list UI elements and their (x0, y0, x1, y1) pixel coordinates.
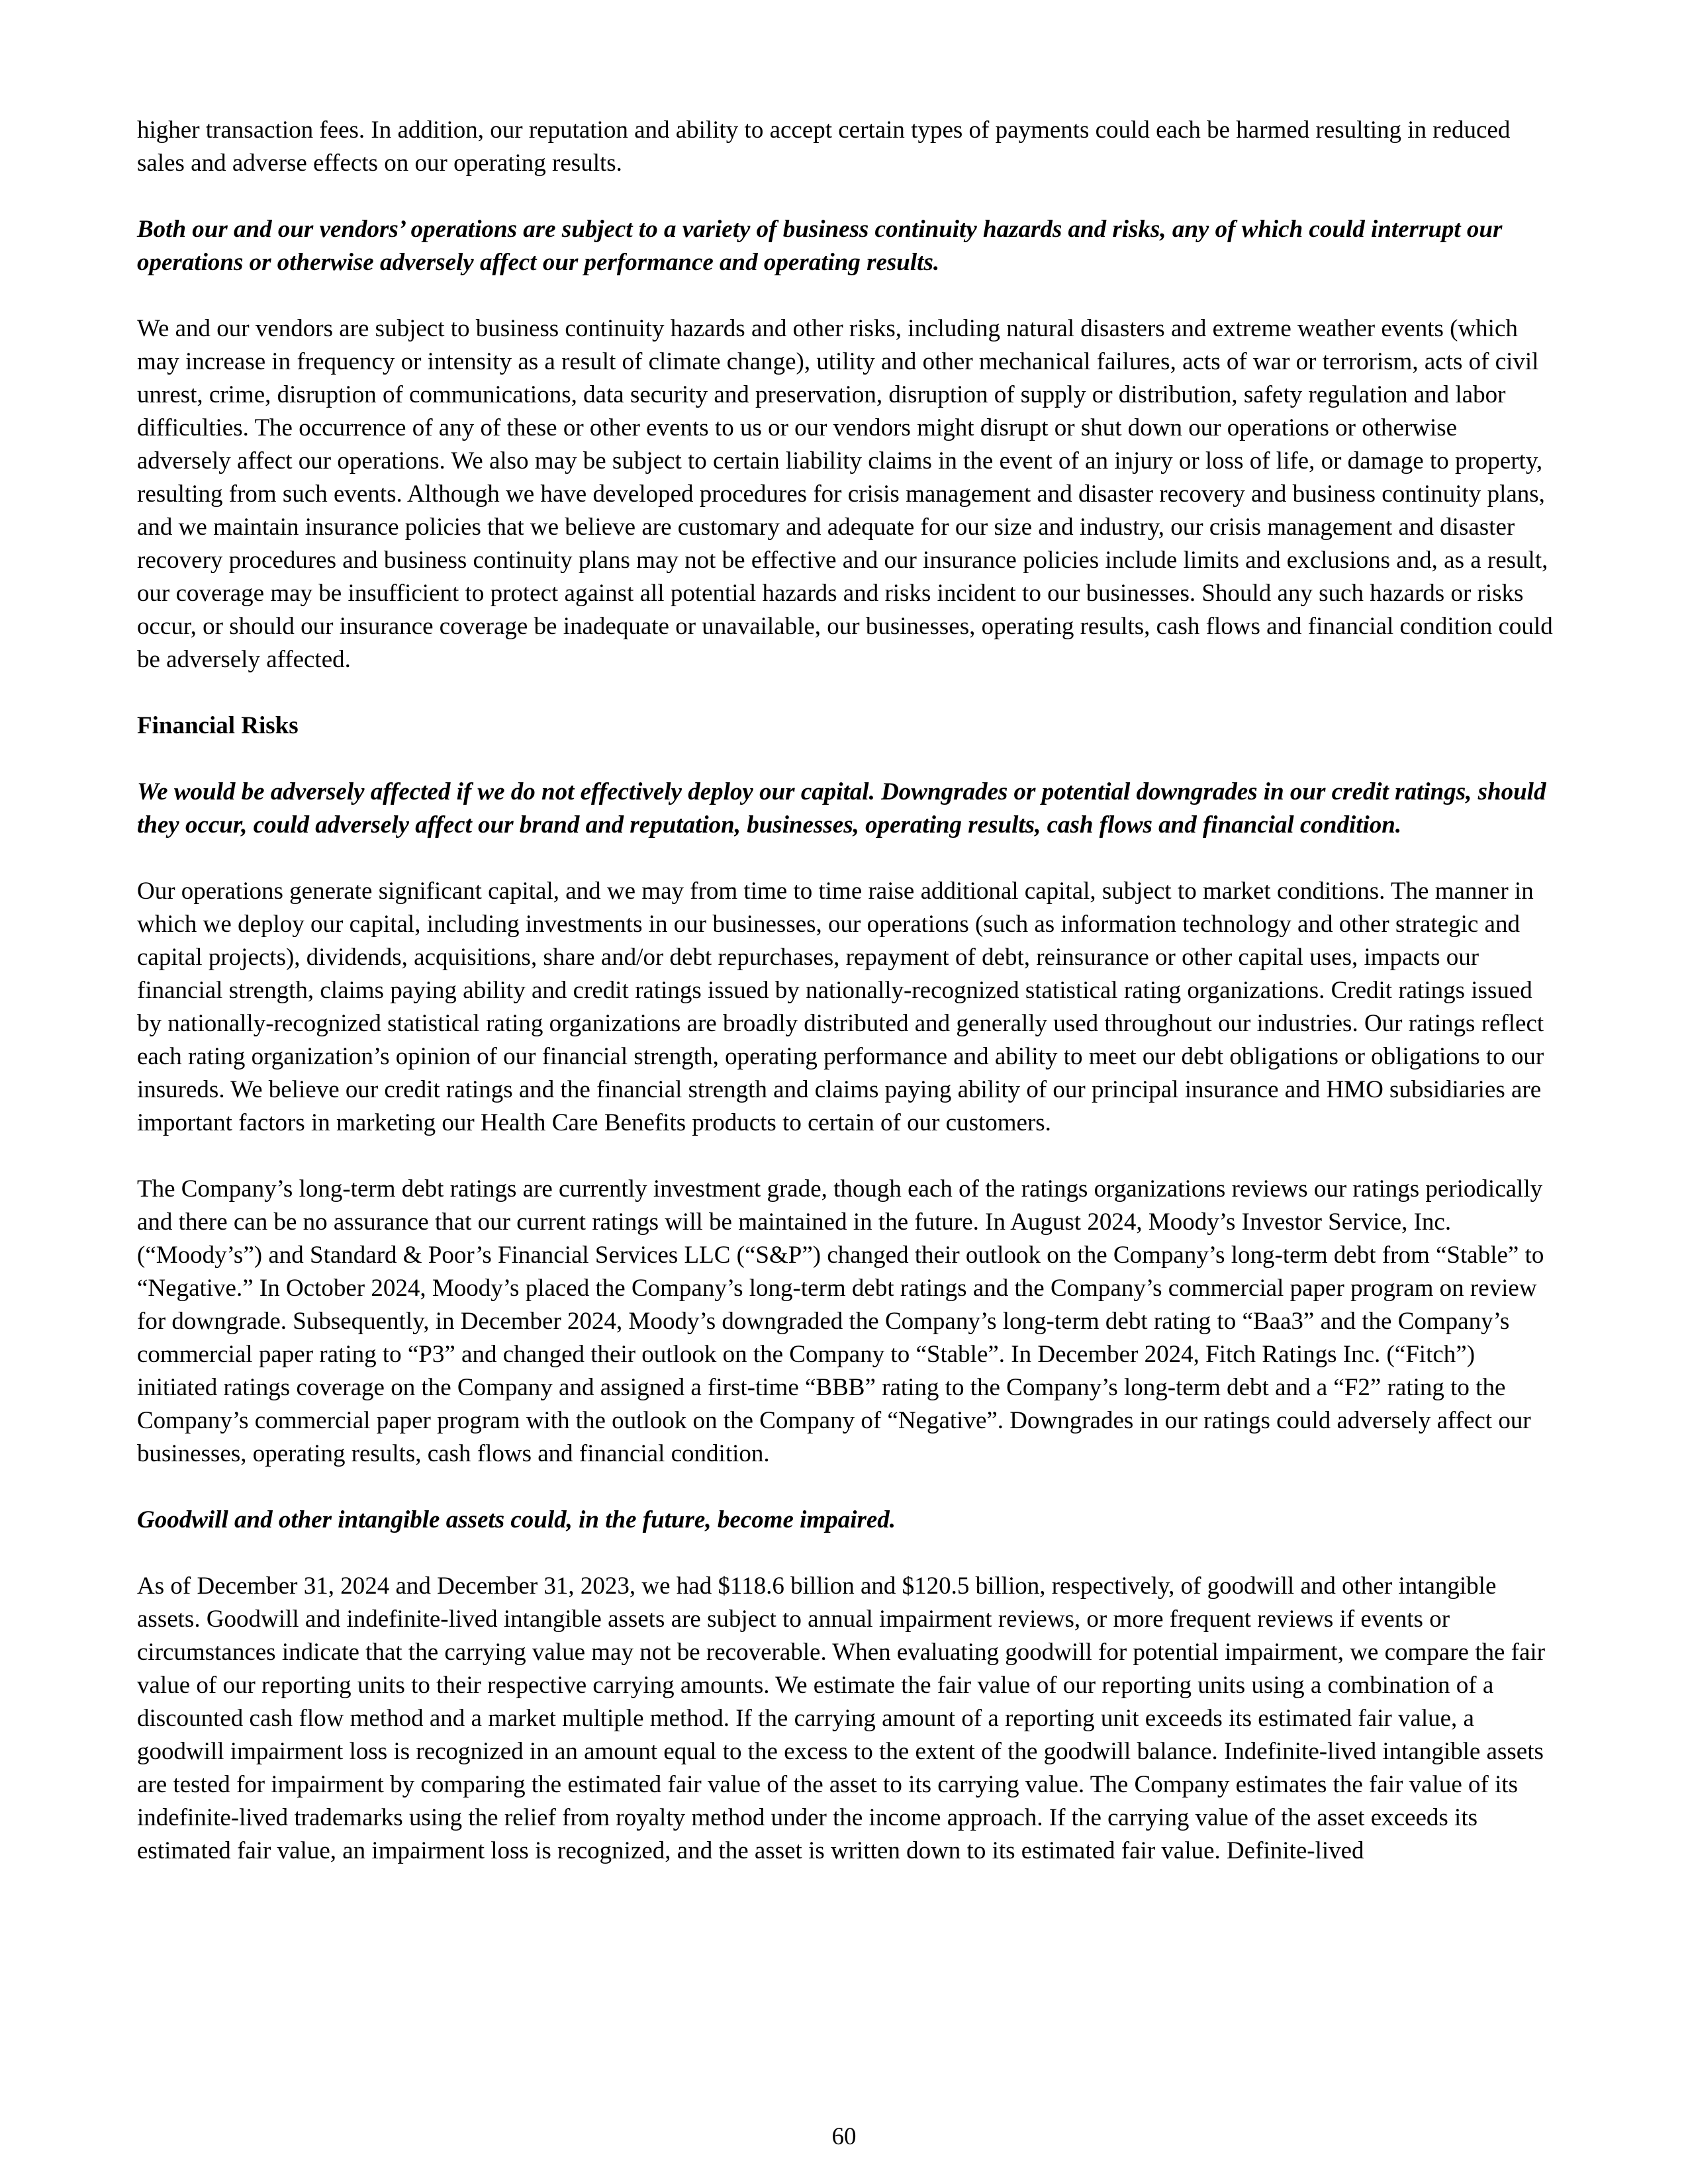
body-paragraph: As of December 31, 2024 and December 31, 2023, we had $118.6 billion and $120.5 billion, respectively, of goodwill and other intangible assets. Goodwill and indefinite-lived intangible assets are subject to annual impairment reviews, or more frequent reviews if events or circumstances indicate that the carrying value may not be recoverable. When evaluating goodwill for potential impairment, we compare the fair value of our reporting units to their respective carrying amounts. We estimate the fair value of our reporting units using a combination of a discounted cash flow method and a market multiple method. If the carrying amount of a reporting unit exceeds its estimated fair value, a goodwill impairment loss is recognized in an amount equal to the excess to the extent of the goodwill balance. Indefinite-lived intangible assets are tested for impairment by comparing the estimated fair value of the asset to its carrying value. The Company estimates the fair value of its indefinite-lived trademarks using the relief from royalty method under the income approach. If the carrying value of the asset exceeds its estimated fair value, an impairment loss is recognized, and the asset is written down to its estimated fair value. Definite-lived (137, 1572, 1546, 1864)
body-paragraph: We and our vendors are subject to business continuity hazards and other risks, including natural disasters and extreme weather events (which may increase in frequency or intensity as a result of climate change), utility and other mechanical failures, acts of war or terrorism, acts of civil unrest, crime, disruption of communications, data security and preservation, disruption of supply or distribution, safety regulation and labor difficulties. The occurrence of any of these or other events to us or our vendors might disrupt or shut down our operations or otherwise adversely affect our operations. We also may be subject to certain liability claims in the event of an injury or loss of life, or damage to property, resulting from such events. Although we have developed procedures for crisis management and disaster recovery and business continuity plans, and we maintain insurance policies that we believe are customary and adequate for our size and industry, our crisis management and disaster recovery procedures and business continuity plans may not be effective and our insurance policies include limits and exclusions and, as a result, our coverage may be insufficient to protect against all potential hazards and risks incident to our businesses. Should any such hazards or risks occur, or should our insurance coverage be inadequate or unavailable, our businesses, operating results, cash flows and financial condition could be adversely affected. (137, 315, 1553, 673)
body-paragraph: Our operations generate significant capital, and we may from time to time raise additional capital, subject to market conditions. The manner in which we deploy our capital, including investments in our businesses, our operations (such as information technology and other strategic and capital projects), dividends, acquisitions, share and/or debt repurchases, repayment of debt, reinsurance or other capital uses, impacts our financial strength, claims paying ability and credit ratings issued by nationally-recognized statistical rating organizations. Credit ratings issued by nationally-recognized statistical rating organizations are broadly distributed and generally used throughout our industries. Our ratings reflect each rating organization’s opinion of our financial strength, operating performance and ability to meet our debt obligations or obligations to our insureds. We believe our credit ratings and the financial strength and claims paying ability of our principal insurance and HMO subsidiaries are important factors in marketing our Health Care Benefits products to certain of our customers. (137, 878, 1544, 1136)
section-heading: Financial Risks (137, 712, 299, 739)
risk-factor-heading: We would be adversely affected if we do not effectively deploy our capital. Downgrades or potential downgrades in our credit ratings, should they occur, could adversely affect our brand and reputation, businesses, operating results, cash flows and financial condition. (137, 778, 1546, 839)
page-number: 60 (831, 2123, 857, 2150)
document-page (137, 114, 1554, 1901)
risk-factor-heading: Goodwill and other intangible assets could, in the future, become impaired. (137, 1506, 896, 1533)
risk-factor-heading: Both our and our vendors’ operations are subject to a variety of business continuity hazards and risks, any of which could interrupt our operations or otherwise adversely affect our performance and operating results. (137, 216, 1503, 276)
body-paragraph: The Company’s long-term debt ratings are currently investment grade, though each of the ratings organizations reviews our ratings periodically and there can be no assurance that our current ratings will be maintained in the future. In August 2024, Moody’s Investor Service, Inc. (“Moody’s”) and Standard & Poor’s Financial Services LLC (“S&P”) changed their outlook on the Company’s long-term debt from “Stable” to “Negative.” In October 2024, Moody’s placed the Company’s long-term debt ratings and the Company’s commercial paper program on review for downgrade. Subsequently, in December 2024, Moody’s downgraded the Company’s long-term debt rating to “Baa3” and the Company’s commercial paper rating to “P3” and changed their outlook on the Company to “Stable”. In December 2024, Fitch Ratings Inc. (“Fitch”) initiated ratings coverage on the Company and assigned a first-time “BBB” rating to the Company’s long-term debt and a “F2” rating to the Company’s commercial paper program with the outlook on the Company of “Negative”. Downgrades in our ratings could adversely affect our businesses, operating results, cash flows and financial condition. (137, 1175, 1544, 1467)
body-paragraph: higher transaction fees. In addition, our reputation and ability to accept certain types of payments could each be harmed resulting in reduced sales and adverse effects on our operating results. (137, 116, 1511, 177)
